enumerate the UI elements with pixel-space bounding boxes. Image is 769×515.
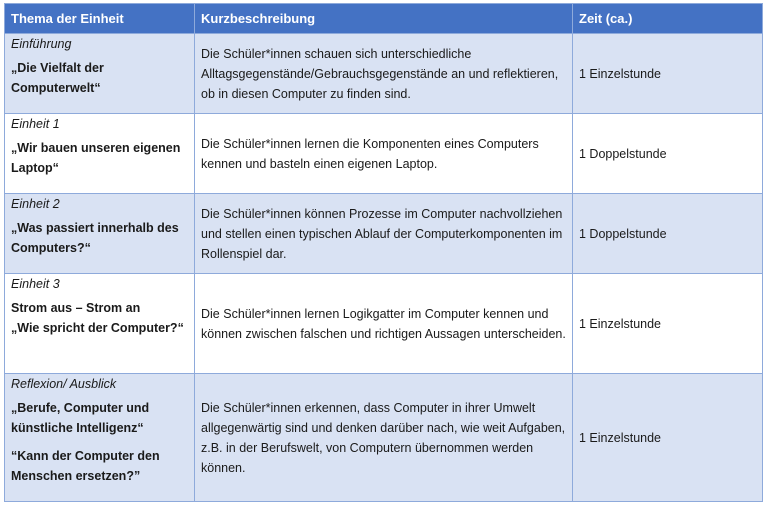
unit-title: „Was passiert innerhalb des Computers?“ [11, 221, 179, 255]
topic-cell [5, 34, 195, 114]
time-cell: 1 Doppelstunde [573, 194, 763, 274]
unit-question: “Kann der Computer den Menschen ersetzen?” [11, 449, 160, 483]
topic-cell [5, 274, 195, 374]
unit-title: „Wie spricht der Computer?“ [11, 321, 184, 335]
table-row [5, 374, 763, 502]
unit-label: Einheit 1 [11, 117, 60, 131]
description-cell: Die Schüler*innen erkennen, dass Computer in ihrer Umwelt allgegenwärtig sind und denken darüber nach, wie weit Aufgaben, z.B. in der Berufswelt, von Computern übernommen werden können. [195, 374, 573, 502]
time-cell: 1 Doppelstunde [573, 114, 763, 194]
description-cell: Die Schüler*innen schauen sich unterschiedliche Alltagsgegenstände/Gebrauchsgegenstände an und reflektieren, ob in diesen Computer zu finden sind. [195, 34, 573, 114]
unit-title: „Wir bauen unseren eigenen Laptop“ [11, 141, 181, 175]
unit-label: Einführung [11, 37, 72, 51]
topic-cell [5, 114, 195, 194]
time-cell: 1 Einzelstunde [573, 34, 763, 114]
table-row [5, 34, 763, 114]
unit-title: „Berufe, Computer und künstliche Intelligenz“ [11, 401, 150, 435]
time-cell: 1 Einzelstunde [573, 374, 763, 502]
header-topic: Thema der Einheit [5, 4, 195, 34]
time-cell: 1 Einzelstunde [573, 274, 763, 374]
description-cell: Die Schüler*innen lernen die Komponenten eines Computers kennen und basteln einen eigenen Laptop. [195, 114, 573, 194]
lesson-plan-table [4, 3, 763, 502]
unit-label: Einheit 3 [11, 277, 60, 291]
unit-label: Reflexion/ Ausblick [11, 377, 117, 391]
unit-title: „Die Vielfalt der Computerwelt“ [11, 61, 104, 95]
unit-subtitle: Strom aus – Strom an [11, 301, 141, 315]
table-row [5, 194, 763, 274]
table-row [5, 114, 763, 194]
header-description: Kurzbeschreibung [195, 4, 573, 34]
description-cell: Die Schüler*innen können Prozesse im Computer nachvollziehen und stellen einen typischen Ablauf der Computerkomponenten im Rollenspiel dar. [195, 194, 573, 274]
topic-cell [5, 194, 195, 274]
description-cell: Die Schüler*innen lernen Logikgatter im Computer kennen und können zwischen falschen und richtigen Aussagen unterscheiden. [195, 274, 573, 374]
header-row [5, 4, 763, 34]
topic-cell [5, 374, 195, 502]
table-row [5, 274, 763, 374]
unit-label: Einheit 2 [11, 197, 60, 211]
header-time: Zeit (ca.) [573, 4, 763, 34]
